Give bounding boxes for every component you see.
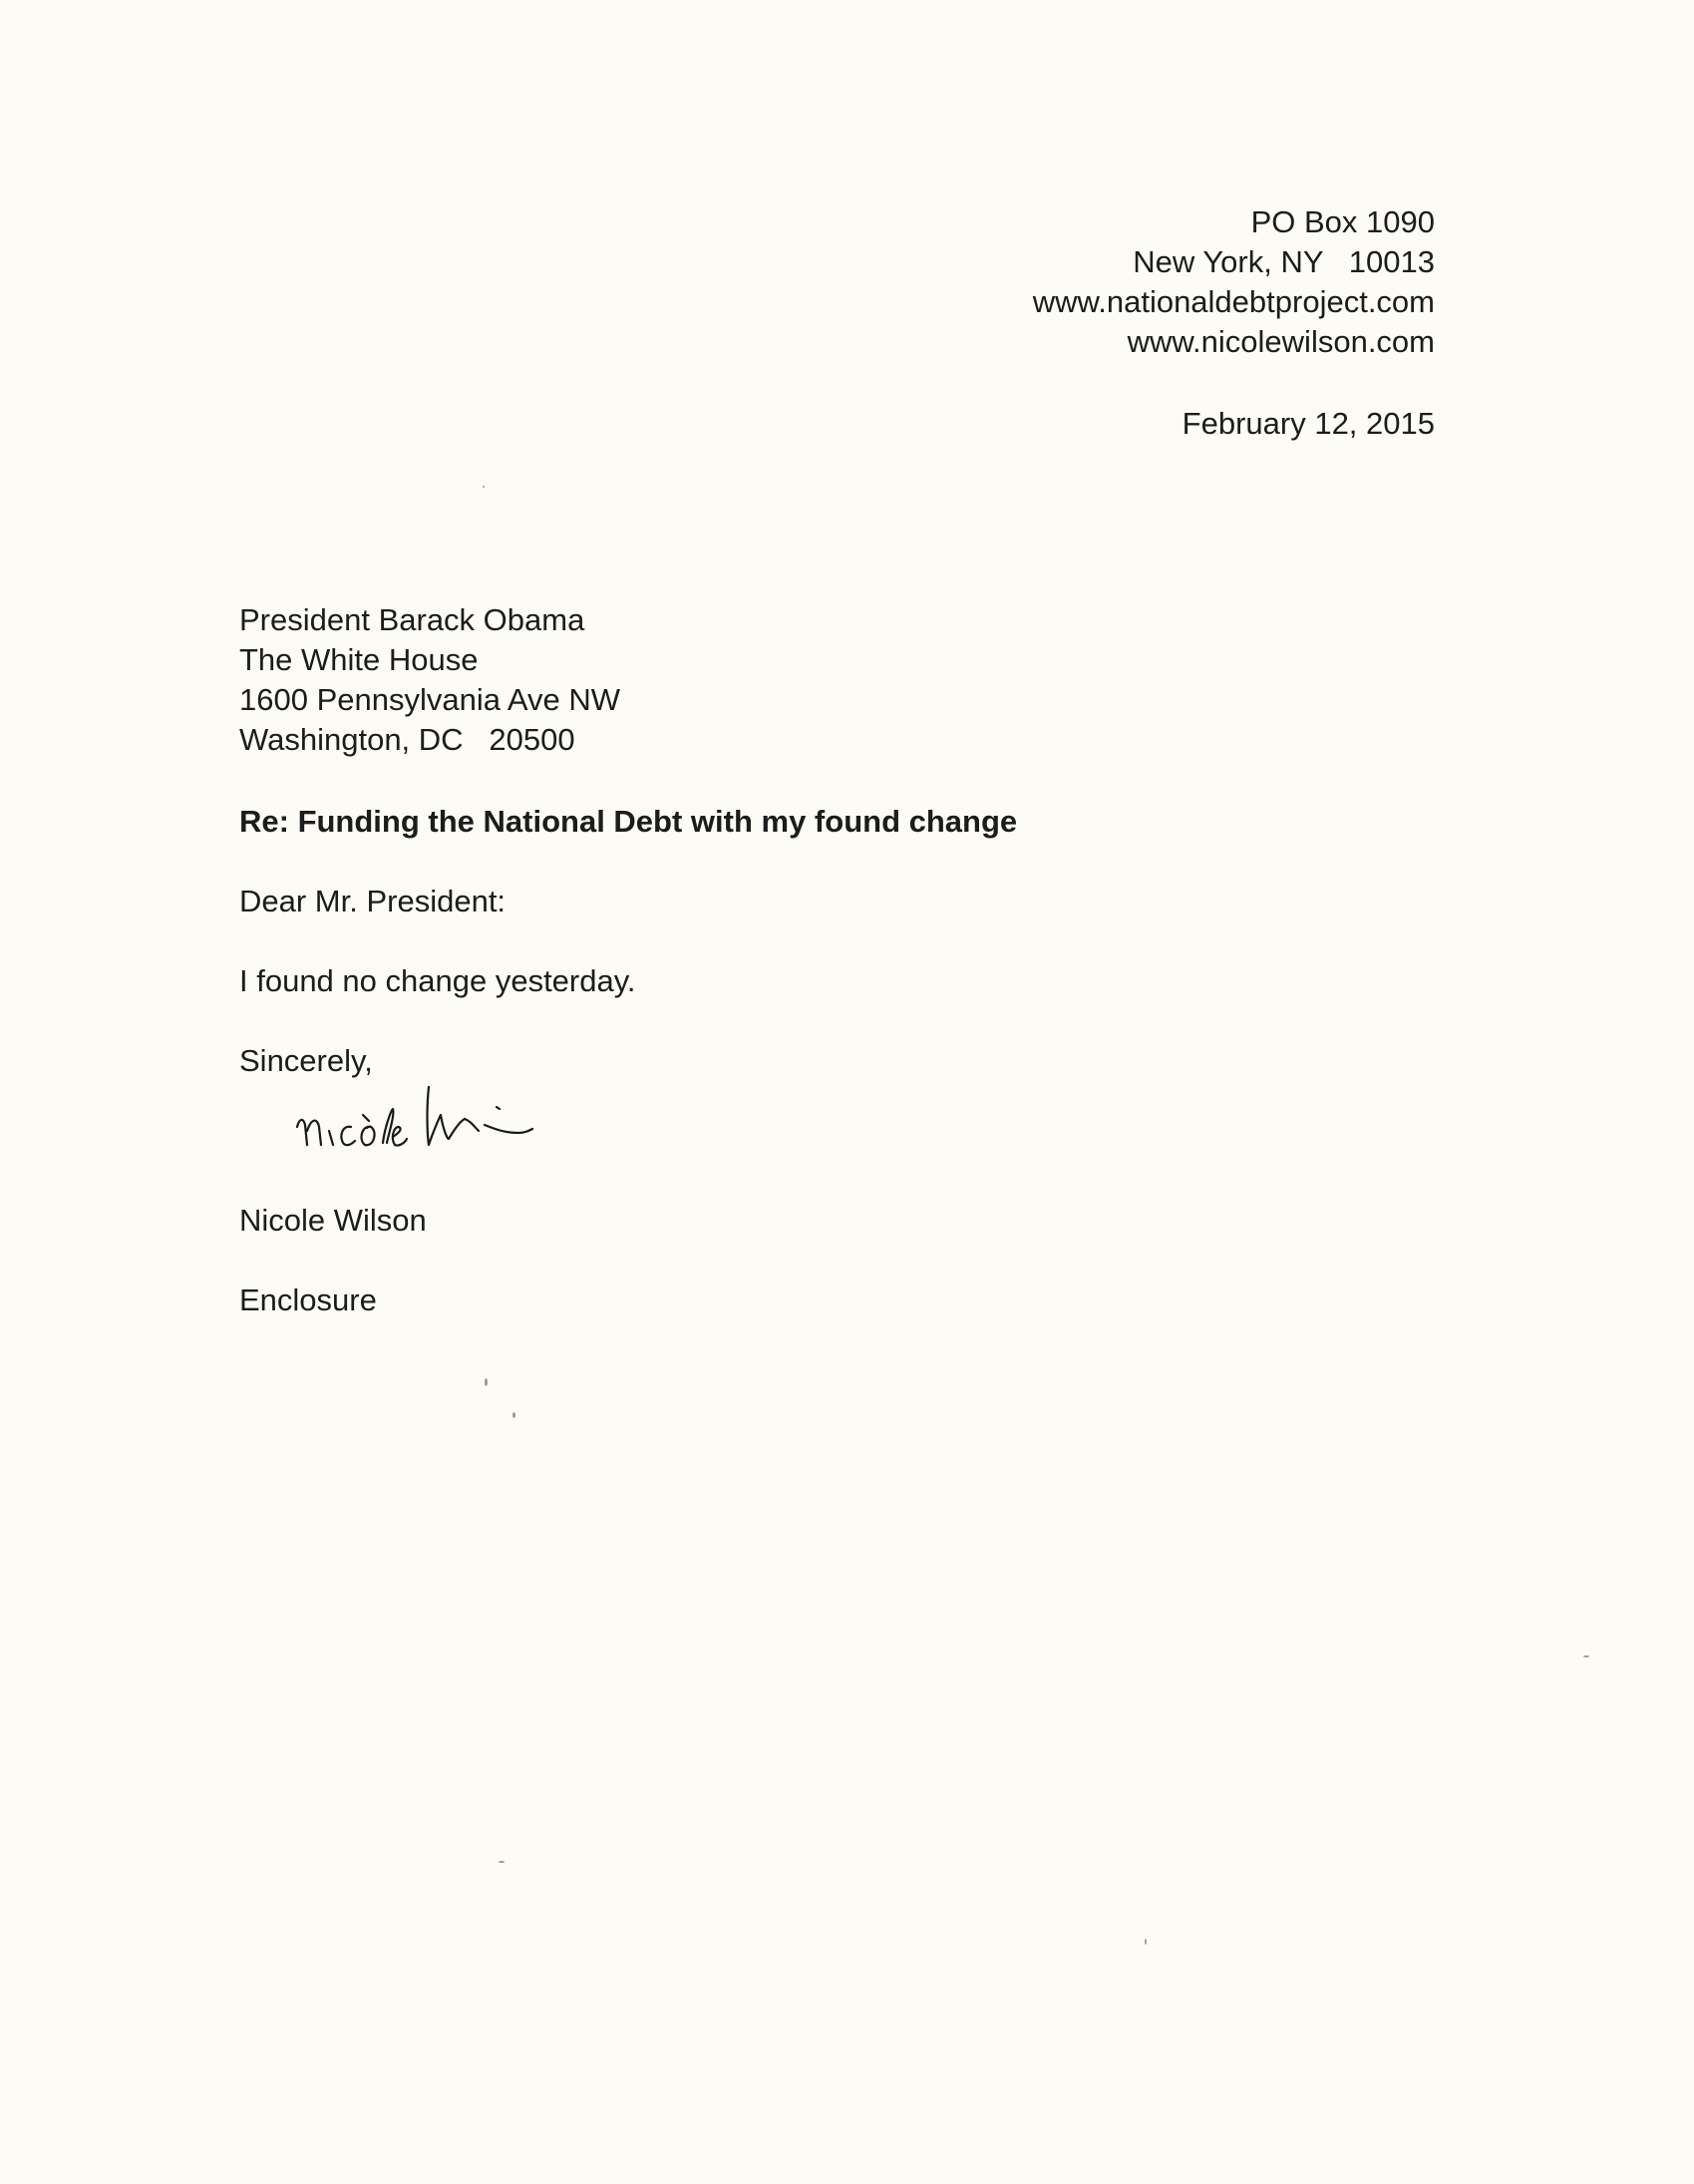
paper-speck <box>483 486 485 488</box>
enclosure-notation: Enclosure <box>239 1282 377 1317</box>
salutation: Dear Mr. President: <box>239 884 507 918</box>
sender-po-box: PO Box 1090 <box>1250 204 1435 239</box>
letter-body: I found no change yesterday. <box>239 963 636 998</box>
closing: Sincerely, <box>239 1043 373 1078</box>
recipient-name: President Barack Obama <box>239 602 585 637</box>
sender-address-block <box>1033 202 1435 362</box>
recipient-street: 1600 Pennsylvania Ave NW <box>239 682 620 717</box>
paper-speck <box>1583 1655 1589 1657</box>
recipient-organization: The White House <box>239 642 479 677</box>
signer-name: Nicole Wilson <box>239 1203 427 1238</box>
sender-website-personal: www.nicolewilson.com <box>1127 324 1435 359</box>
paper-speck <box>485 1378 488 1386</box>
paper-speck <box>499 1861 505 1863</box>
subject-line: Re: Funding the National Debt with my found change <box>239 804 1018 839</box>
handwritten-signature <box>289 1075 628 1165</box>
sender-city-state-zip: New York, NY 10013 <box>1133 244 1435 279</box>
sender-website-national-debt: www.nationaldebtproject.com <box>1032 284 1435 319</box>
paper-speck <box>512 1412 515 1418</box>
letter-date: February 12, 2015 <box>1182 406 1435 441</box>
paper-speck <box>1145 1939 1147 1945</box>
recipient-city-state-zip: Washington, DC 20500 <box>239 722 575 757</box>
recipient-address-block <box>239 600 620 760</box>
